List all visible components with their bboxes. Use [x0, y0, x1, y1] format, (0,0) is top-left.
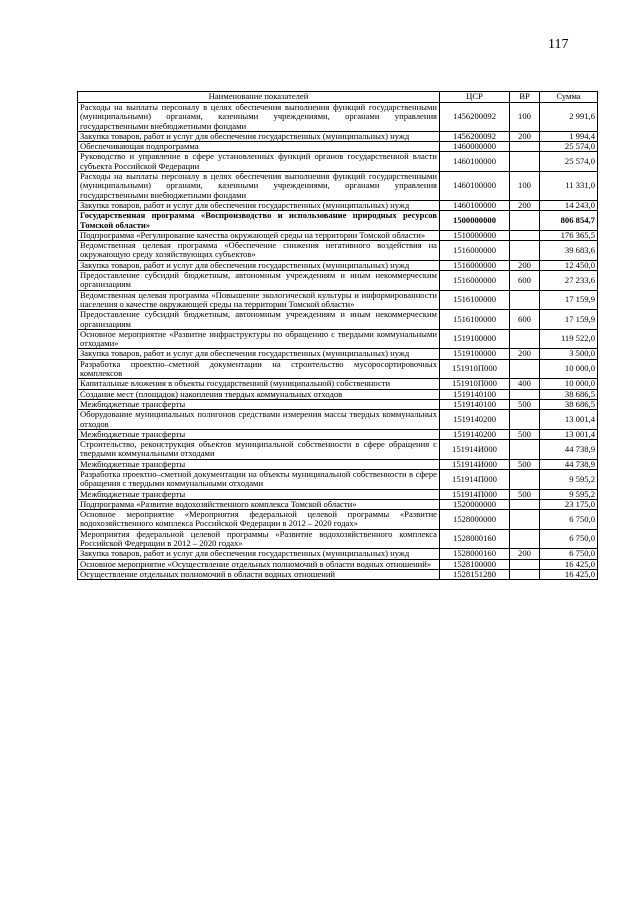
table-row — [78, 489, 598, 499]
row-vr-cell: 500 — [510, 429, 540, 439]
row-name-cell: Основное мероприятие «Развитие инфраструктуры по обращению с твердыми коммунальными отходами» — [78, 329, 440, 349]
row-sum-cell: 10 000,0 — [540, 359, 598, 379]
table-row — [78, 499, 598, 509]
row-code-cell: 151910П000 — [440, 379, 510, 389]
row-code-cell: 1460100000 — [440, 200, 510, 210]
row-code-cell: 1519100000 — [440, 349, 510, 359]
row-sum-cell: 176 365,5 — [540, 230, 598, 240]
row-code-cell: 1528100000 — [440, 559, 510, 569]
row-sum-cell: 2 991,6 — [540, 103, 598, 132]
row-code-cell: 1528000000 — [440, 510, 510, 530]
row-vr-cell: 200 — [510, 549, 540, 559]
row-sum-cell: 38 686,5 — [540, 399, 598, 409]
header-name: Наименование показателей — [78, 92, 440, 103]
table-row — [78, 241, 598, 261]
table-row — [78, 399, 598, 409]
row-vr-cell — [510, 152, 540, 172]
row-vr-cell: 200 — [510, 131, 540, 141]
row-vr-cell — [510, 290, 540, 310]
row-code-cell: 1500000000 — [440, 211, 510, 231]
table-row — [78, 211, 598, 231]
table-row — [78, 359, 598, 379]
row-name-cell: Закупка товаров, работ и услуг для обеспечения государственных (муниципальных) нужд — [78, 549, 440, 559]
table-row — [78, 142, 598, 152]
row-code-cell: 1519140100 — [440, 399, 510, 409]
row-name-cell: Осуществление отдельных полномочий в области водных отношений — [78, 569, 440, 579]
row-code-cell: 1528000160 — [440, 529, 510, 549]
row-name-cell: Расходы на выплаты персоналу в целях обеспечения выполнения функций государственными (муниципальными) органами, казенными учреждениями, органами управления государственными внебюджетными фондами — [78, 172, 440, 201]
table-row — [78, 329, 598, 349]
row-sum-cell: 25 574,0 — [540, 152, 598, 172]
table-row — [78, 389, 598, 399]
row-vr-cell — [510, 510, 540, 530]
row-vr-cell — [510, 529, 540, 549]
table-row — [78, 429, 598, 439]
row-name-cell: Закупка товаров, работ и услуг для обеспечения государственных (муниципальных) нужд — [78, 260, 440, 270]
row-name-cell: Строительство, реконструкция объектов муниципальной собственности в сфере обращения с твердыми коммунальными отходами — [78, 440, 440, 460]
row-vr-cell — [510, 499, 540, 509]
row-name-cell: Предоставление субсидий бюджетным, автономным учреждениям и иным некоммерческим организациям — [78, 271, 440, 291]
row-vr-cell: 500 — [510, 489, 540, 499]
row-code-cell: 151914И000 — [440, 440, 510, 460]
row-sum-cell: 44 738,9 — [540, 440, 598, 460]
row-vr-cell: 200 — [510, 349, 540, 359]
row-sum-cell: 806 854,7 — [540, 211, 598, 231]
row-name-cell: Оборудование муниципальных полигонов средствами измерения массы твердых коммунальных отходов — [78, 410, 440, 430]
row-vr-cell: 500 — [510, 459, 540, 469]
row-sum-cell: 38 686,5 — [540, 389, 598, 399]
row-name-cell: Основное мероприятие «Мероприятия федеральной целевой программы «Развитие водохозяйственного комплекса Российской Федерации в 2012 – 2020 годах» — [78, 510, 440, 530]
row-name-cell: Руководство и управление в сфере установленных функций органов государственной власти субъекта Российской Федерации — [78, 152, 440, 172]
row-sum-cell: 6 750,0 — [540, 510, 598, 530]
row-code-cell: 151914И000 — [440, 459, 510, 469]
header-vr: ВР — [510, 92, 540, 103]
table-row — [78, 152, 598, 172]
row-sum-cell: 39 683,6 — [540, 241, 598, 261]
row-name-cell: Закупка товаров, работ и услуг для обеспечения государственных (муниципальных) нужд — [78, 131, 440, 141]
row-sum-cell: 25 574,0 — [540, 142, 598, 152]
row-sum-cell: 9 595,2 — [540, 469, 598, 489]
row-code-cell: 1520000000 — [440, 499, 510, 509]
table-row — [78, 559, 598, 569]
row-code-cell: 1519140200 — [440, 410, 510, 430]
row-code-cell: 1528000160 — [440, 549, 510, 559]
table-row — [78, 410, 598, 430]
table-row — [78, 510, 598, 530]
row-name-cell: Государственная программа «Воспроизводство и использование природных ресурсов Томской области» — [78, 211, 440, 231]
row-code-cell: 151914П000 — [440, 469, 510, 489]
table-row — [78, 131, 598, 141]
row-vr-cell — [510, 211, 540, 231]
table-row — [78, 172, 598, 201]
row-vr-cell — [510, 329, 540, 349]
row-code-cell: 1519140100 — [440, 389, 510, 399]
row-sum-cell: 3 500,0 — [540, 349, 598, 359]
table-header-row — [78, 92, 598, 103]
row-vr-cell: 500 — [510, 399, 540, 409]
table-row — [78, 200, 598, 210]
row-vr-cell — [510, 440, 540, 460]
row-vr-cell — [510, 559, 540, 569]
table-row — [78, 459, 598, 469]
table-row — [78, 529, 598, 549]
row-vr-cell — [510, 359, 540, 379]
table-row — [78, 271, 598, 291]
row-sum-cell: 27 233,6 — [540, 271, 598, 291]
row-name-cell: Ведомственная целевая программа «Обеспечение снижения негативного воздействия на окружающую среду хозяйствующих субъектов» — [78, 241, 440, 261]
row-name-cell: Закупка товаров, работ и услуг для обеспечения государственных (муниципальных) нужд — [78, 349, 440, 359]
row-sum-cell: 10 000,0 — [540, 379, 598, 389]
row-name-cell: Разработка проектно–сметной документации на объекты муниципальной собственности в сфере обращения с твердыми коммунальными отходами — [78, 469, 440, 489]
row-code-cell: 1528151280 — [440, 569, 510, 579]
row-code-cell: 151910П000 — [440, 359, 510, 379]
row-code-cell: 1516100000 — [440, 310, 510, 330]
row-name-cell: Расходы на выплаты персоналу в целях обеспечения выполнения функций государственными (муниципальными) органами, казенными учреждениями, органами управления государственными внебюджетными фондами — [78, 103, 440, 132]
row-name-cell: Подпрограмма «Развитие водохозяйственного комплекса Томской области» — [78, 499, 440, 509]
row-name-cell: Обеспечивающая подпрограмма — [78, 142, 440, 152]
row-name-cell: Создание мест (площадок) накопления твердых коммунальных отходов — [78, 389, 440, 399]
row-vr-cell: 100 — [510, 172, 540, 201]
row-name-cell: Межбюджетные трансферты — [78, 399, 440, 409]
row-code-cell: 1460100000 — [440, 152, 510, 172]
row-vr-cell: 200 — [510, 260, 540, 270]
table-row — [78, 549, 598, 559]
row-sum-cell: 17 159,9 — [540, 290, 598, 310]
row-sum-cell: 14 243,0 — [540, 200, 598, 210]
table-row — [78, 379, 598, 389]
row-sum-cell: 16 425,0 — [540, 559, 598, 569]
table-row — [78, 310, 598, 330]
row-code-cell: 1519100000 — [440, 329, 510, 349]
row-name-cell: Подпрограмма «Регулирование качества окружающей среды на территории Томской области» — [78, 230, 440, 240]
row-name-cell: Капитальные вложения в объекты государственной (муниципальной) собственности — [78, 379, 440, 389]
row-vr-cell: 600 — [510, 310, 540, 330]
row-vr-cell — [510, 569, 540, 579]
row-name-cell: Разработка проектно–сметной документации на строительство мусоросортировочных комплексов — [78, 359, 440, 379]
table-body — [78, 103, 598, 580]
row-vr-cell: 600 — [510, 271, 540, 291]
row-sum-cell: 1 994,4 — [540, 131, 598, 141]
row-sum-cell: 44 738,9 — [540, 459, 598, 469]
row-sum-cell: 16 425,0 — [540, 569, 598, 579]
row-sum-cell: 6 750,0 — [540, 529, 598, 549]
row-name-cell: Мероприятия федеральной целевой программы «Развитие водохозяйственного комплекса Российской Федерации в 2012 – 2020 годах» — [78, 529, 440, 549]
row-vr-cell — [510, 230, 540, 240]
table-row — [78, 569, 598, 579]
row-code-cell: 1456200092 — [440, 131, 510, 141]
row-name-cell: Основное мероприятие «Осуществление отдельных полномочий в области водных отношений» — [78, 559, 440, 569]
row-sum-cell: 23 175,0 — [540, 499, 598, 509]
row-sum-cell: 13 001,4 — [540, 410, 598, 430]
row-sum-cell: 17 159,9 — [540, 310, 598, 330]
row-name-cell: Межбюджетные трансферты — [78, 489, 440, 499]
table-row — [78, 349, 598, 359]
row-code-cell: 1456200092 — [440, 103, 510, 132]
row-name-cell: Предоставление субсидий бюджетным, автономным учреждениям и иным некоммерческим организациям — [78, 310, 440, 330]
row-vr-cell: 400 — [510, 379, 540, 389]
row-vr-cell — [510, 241, 540, 261]
row-code-cell: 1460100000 — [440, 172, 510, 201]
table-row — [78, 469, 598, 489]
row-vr-cell: 100 — [510, 103, 540, 132]
row-vr-cell: 200 — [510, 200, 540, 210]
row-vr-cell — [510, 389, 540, 399]
table-row — [78, 230, 598, 240]
row-name-cell: Ведомственная целевая программа «Повышение экологической культуры и информированности населения о качестве окружающей среды на территории Томской области» — [78, 290, 440, 310]
row-vr-cell — [510, 142, 540, 152]
table-row — [78, 440, 598, 460]
budget-table — [77, 91, 598, 580]
row-code-cell: 1516100000 — [440, 290, 510, 310]
header-code: ЦСР — [440, 92, 510, 103]
table-row — [78, 260, 598, 270]
row-sum-cell: 13 001,4 — [540, 429, 598, 439]
row-code-cell: 1516000000 — [440, 260, 510, 270]
row-code-cell: 1516000000 — [440, 271, 510, 291]
row-sum-cell: 6 750,0 — [540, 549, 598, 559]
table-row — [78, 290, 598, 310]
row-sum-cell: 119 522,0 — [540, 329, 598, 349]
row-code-cell: 1460000000 — [440, 142, 510, 152]
row-code-cell: 1519140200 — [440, 429, 510, 439]
row-code-cell: 1510000000 — [440, 230, 510, 240]
page-number: 117 — [548, 37, 569, 52]
row-sum-cell: 11 331,0 — [540, 172, 598, 201]
row-name-cell: Межбюджетные трансферты — [78, 429, 440, 439]
row-code-cell: 1516000000 — [440, 241, 510, 261]
header-sum: Сумма — [540, 92, 598, 103]
row-code-cell: 151914П000 — [440, 489, 510, 499]
row-sum-cell: 9 595,2 — [540, 489, 598, 499]
row-name-cell: Межбюджетные трансферты — [78, 459, 440, 469]
row-vr-cell — [510, 410, 540, 430]
row-name-cell: Закупка товаров, работ и услуг для обеспечения государственных (муниципальных) нужд — [78, 200, 440, 210]
table-row — [78, 103, 598, 132]
row-vr-cell — [510, 469, 540, 489]
row-sum-cell: 12 450,0 — [540, 260, 598, 270]
